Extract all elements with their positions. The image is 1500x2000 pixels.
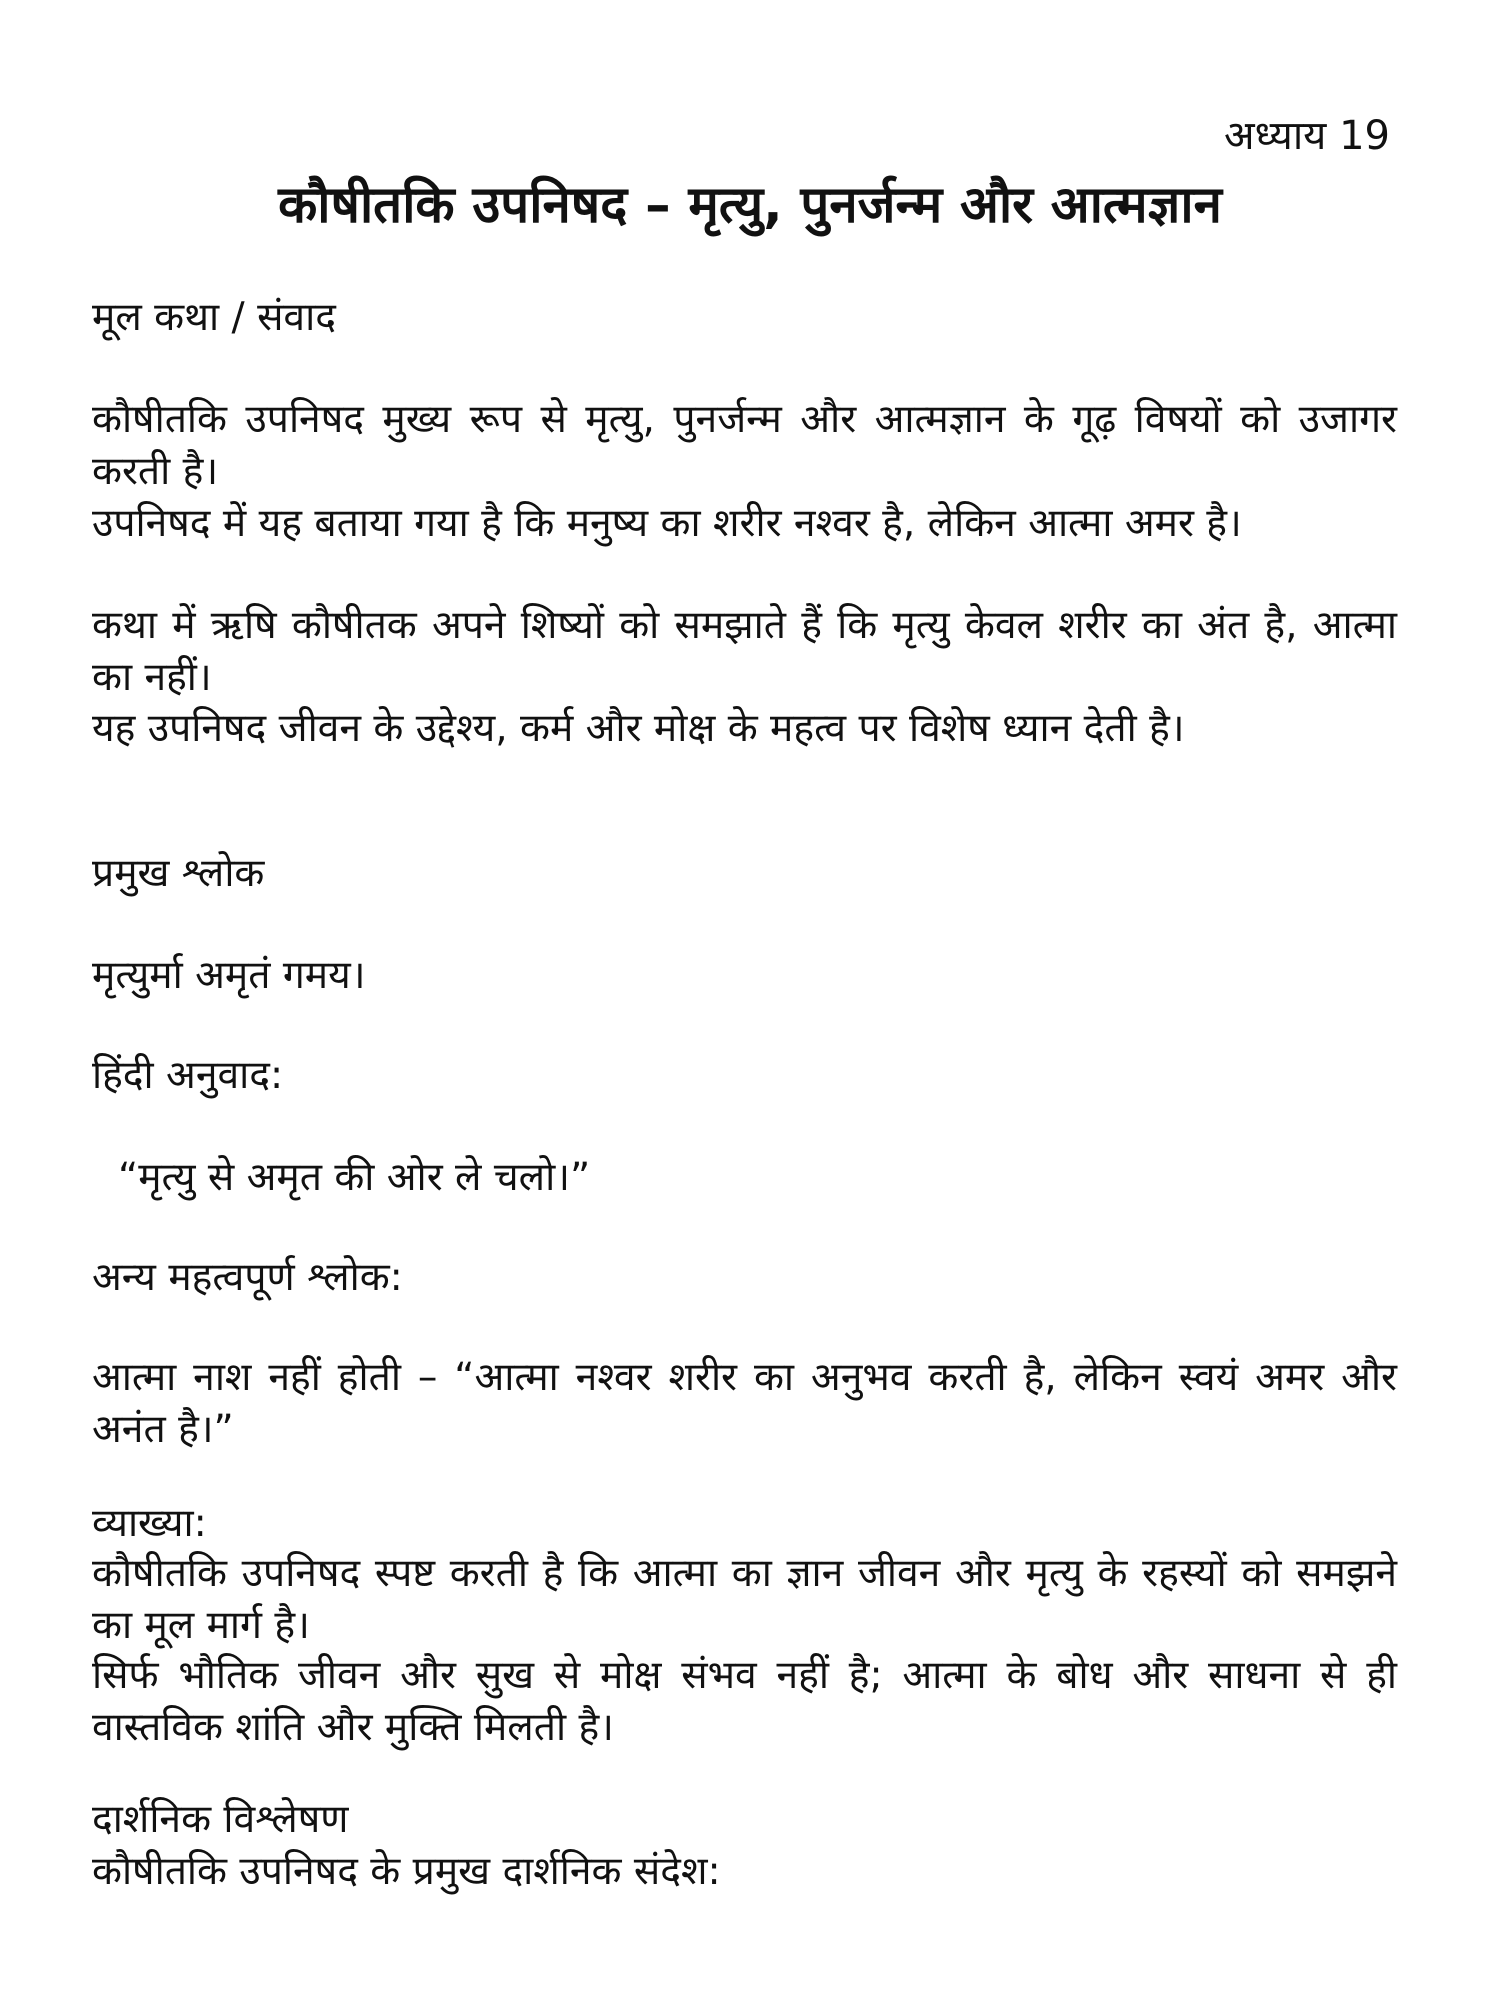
- shloka-text: मृत्युर्मा अमृतं गमय।: [92, 953, 366, 998]
- story-paragraph: उपनिषद में यह बताया गया है कि मनुष्य का शरीर नश्वर है, लेकिन आत्मा अमर है।: [92, 501, 1242, 546]
- philosophy-intro: कौषीतकि उपनिषद के प्रमुख दार्शनिक संदेश:: [92, 1849, 721, 1894]
- translation-text: “मृत्यु से अमृत की ओर ले चलो।”: [118, 1155, 591, 1200]
- other-shloka-label: अन्य महत्वपूर्ण श्लोक:: [92, 1255, 403, 1300]
- chapter-label: अध्याय 19: [1224, 113, 1390, 159]
- story-paragraph: कौषीतकि उपनिषद मुख्य रूप से मृत्यु, पुनर्जन्म और आत्मज्ञान के गूढ़ विषयों को उजागर करती है।: [92, 397, 1397, 494]
- explanation-label: व्याख्या:: [92, 1501, 207, 1546]
- shloka-heading: प्रमुख श्लोक: [92, 851, 265, 896]
- explanation-paragraph: कौषीतकि उपनिषद स्पष्ट करती है कि आत्मा का ज्ञान जीवन और मृत्यु के रहस्यों को समझने का मूल मार्ग है।: [92, 1551, 1397, 1648]
- translation-label: हिंदी अनुवाद:: [92, 1053, 284, 1098]
- story-paragraph: कथा में ऋषि कौषीतक अपने शिष्यों को समझाते हैं कि मृत्यु केवल शरीर का अंत है, आत्मा का नहीं।: [92, 603, 1397, 700]
- story-paragraph: यह उपनिषद जीवन के उद्देश्य, कर्म और मोक्ष के महत्व पर विशेष ध्यान देती है।: [92, 706, 1185, 751]
- philosophy-heading: दार्शनिक विश्लेषण: [92, 1797, 349, 1842]
- story-heading: मूल कथा / संवाद: [92, 295, 336, 340]
- explanation-paragraph: सिर्फ भौतिक जीवन और सुख से मोक्ष संभव नहीं है; आत्मा के बोध और साधना से ही वास्तविक शांति और मुक्ति मिलती है।: [92, 1653, 1397, 1750]
- page-title: कौषीतकि उपनिषद – मृत्यु, पुनर्जन्म और आत्मज्ञान: [278, 176, 1222, 235]
- other-shloka-text: आत्मा नाश नहीं होती – “आत्मा नश्वर शरीर का अनुभव करती है, लेकिन स्वयं अमर और अनंत है।”: [92, 1355, 1397, 1452]
